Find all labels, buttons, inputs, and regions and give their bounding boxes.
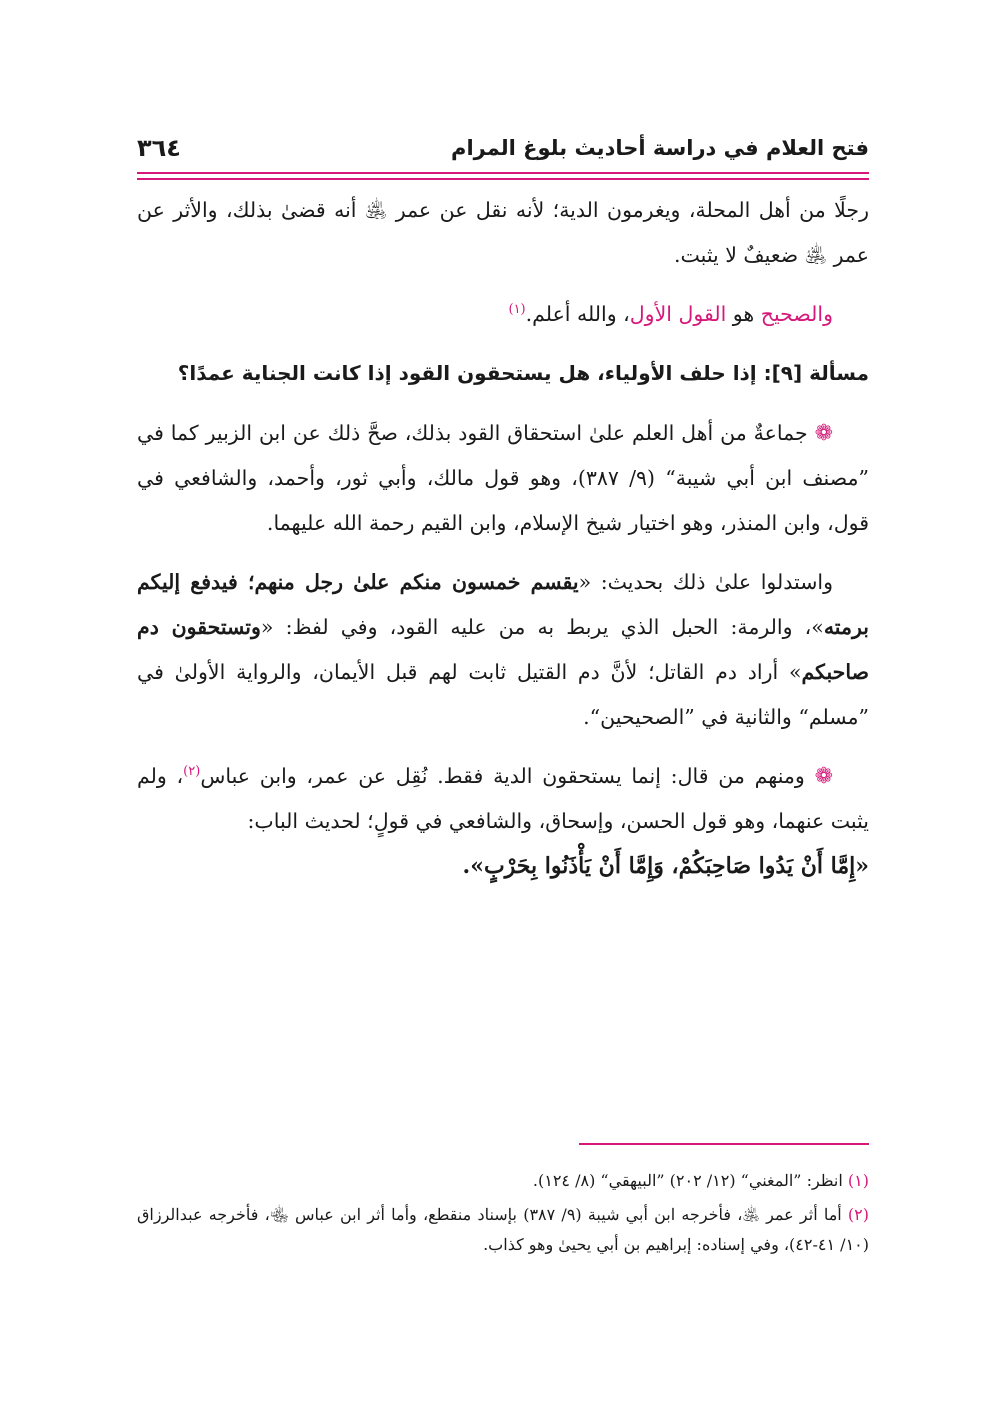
hadith-quote-3: «إِمَّا أَنْ يَدُوا صَاحِبَكُمْ، وَإِمَّا أَنْ يَأْذَنُوا بِحَرْبٍ». <box>462 853 869 879</box>
paragraph-first-opinion <box>137 411 869 546</box>
text-segment: » أراد دم القاتل؛ لأنَّ دم القتيل ثابت لهم قبل الأيمان، والرواية الأولىٰ في ”مسلم“ والثانية في ”الصحيحين“. <box>137 660 869 729</box>
footnote-2 <box>137 1200 869 1260</box>
section-heading: مسألة [٩]: إذا حلف الأولياء، هل يستحقون القود إذا كانت الجناية عمدًا؟ <box>177 361 869 385</box>
paragraph-continued: رجلًا من أهل المحلة، ويغرمون الدية؛ لأنه نقل عن عمر ﵁ أنه قضىٰ بذلك، والأثر عن عمر ﵁ ضعيفٌ لا يثبت. <box>137 198 869 267</box>
text-segment: ، والله أعلم. <box>525 302 630 326</box>
header-rule-top <box>137 172 869 174</box>
footnotes <box>137 1166 869 1264</box>
running-header <box>137 128 869 168</box>
paragraph-evidence <box>137 560 869 740</box>
hadith-quote-1: يقسم خمسون منكم علىٰ رجل منهم؛ فيدفع إليكم برمته <box>137 570 869 639</box>
footnote-number: (٢) <box>847 1205 870 1224</box>
text-segment: ، ولم يثبت عنهما، وهو قول الحسن، وإسحاق، والشافعي في قولٍ؛ لحديث الباب: <box>137 764 869 833</box>
footnote-1 <box>137 1166 869 1196</box>
hadith-quote-2: وتستحقون دم صاحبكم <box>137 615 869 684</box>
text-segment: جماعةٌ من أهل العلم علىٰ استحقاق القود بذلك، صحَّ ذلك عن ابن الزبير كما في ”مصنف ابن أبي شيبة“ (٩/ ٣٨٧)، وهو قول مالك، وأبي ثور، وأحمد، والشافعي في قول، وابن المنذر، وهو اختيار شيخ الإسلام، وابن القيم رحمة الله عليهما. <box>137 421 869 535</box>
paragraph-conclusion <box>137 292 869 337</box>
footnote-number: (١) <box>847 1171 869 1190</box>
paragraph-second-opinion <box>137 754 869 889</box>
page-number: ٣٦٤ <box>137 134 181 162</box>
text-segment: »، والرمة: الحبل الذي يربط به من عليه القود، وفي لفظ: « <box>260 615 824 639</box>
footnote-ref-2[interactable]: (٢) <box>183 764 201 780</box>
text-segment: واستدلوا علىٰ ذلك بحديث: « <box>578 570 833 594</box>
text-segment: ومنهم من قال: إنما يستحقون الدية فقط. نُقِل عن عمر، وابن عباس <box>200 764 815 788</box>
book-title: فتح العلام في دراسة أحاديث بلوغ المرام <box>451 136 869 160</box>
footnote-separator <box>579 1143 869 1145</box>
header-rule-bottom <box>137 178 869 180</box>
highlight-first-opinion: القول الأول <box>629 302 727 326</box>
page <box>137 0 869 1418</box>
flower-ornament-icon: ❁ <box>814 421 833 446</box>
text-segment: هو <box>726 302 761 326</box>
main-text <box>137 188 869 889</box>
footnote-text: انظر: ”المغني“ (١٢/ ٢٠٢) ”البيهقي“ (٨/ ١٢٤). <box>532 1171 848 1190</box>
flower-ornament-icon: ❁ <box>814 764 833 789</box>
footnote-ref-1[interactable]: (١) <box>508 302 526 318</box>
highlight-sahih: والصحيح <box>760 302 833 326</box>
footnote-text: أما أثر عمر ﵁، فأخرجه ابن أبي شيبة (٩/ ٣٨٧) بإسناد منقطع، وأما أثر ابن عباس ﵄، فأخرجه عبدالرزاق (١٠/ ٤١-٤٢)، وفي إسناده: إبراهيم بن أبي يحيىٰ وهو كذاب. <box>137 1205 869 1254</box>
